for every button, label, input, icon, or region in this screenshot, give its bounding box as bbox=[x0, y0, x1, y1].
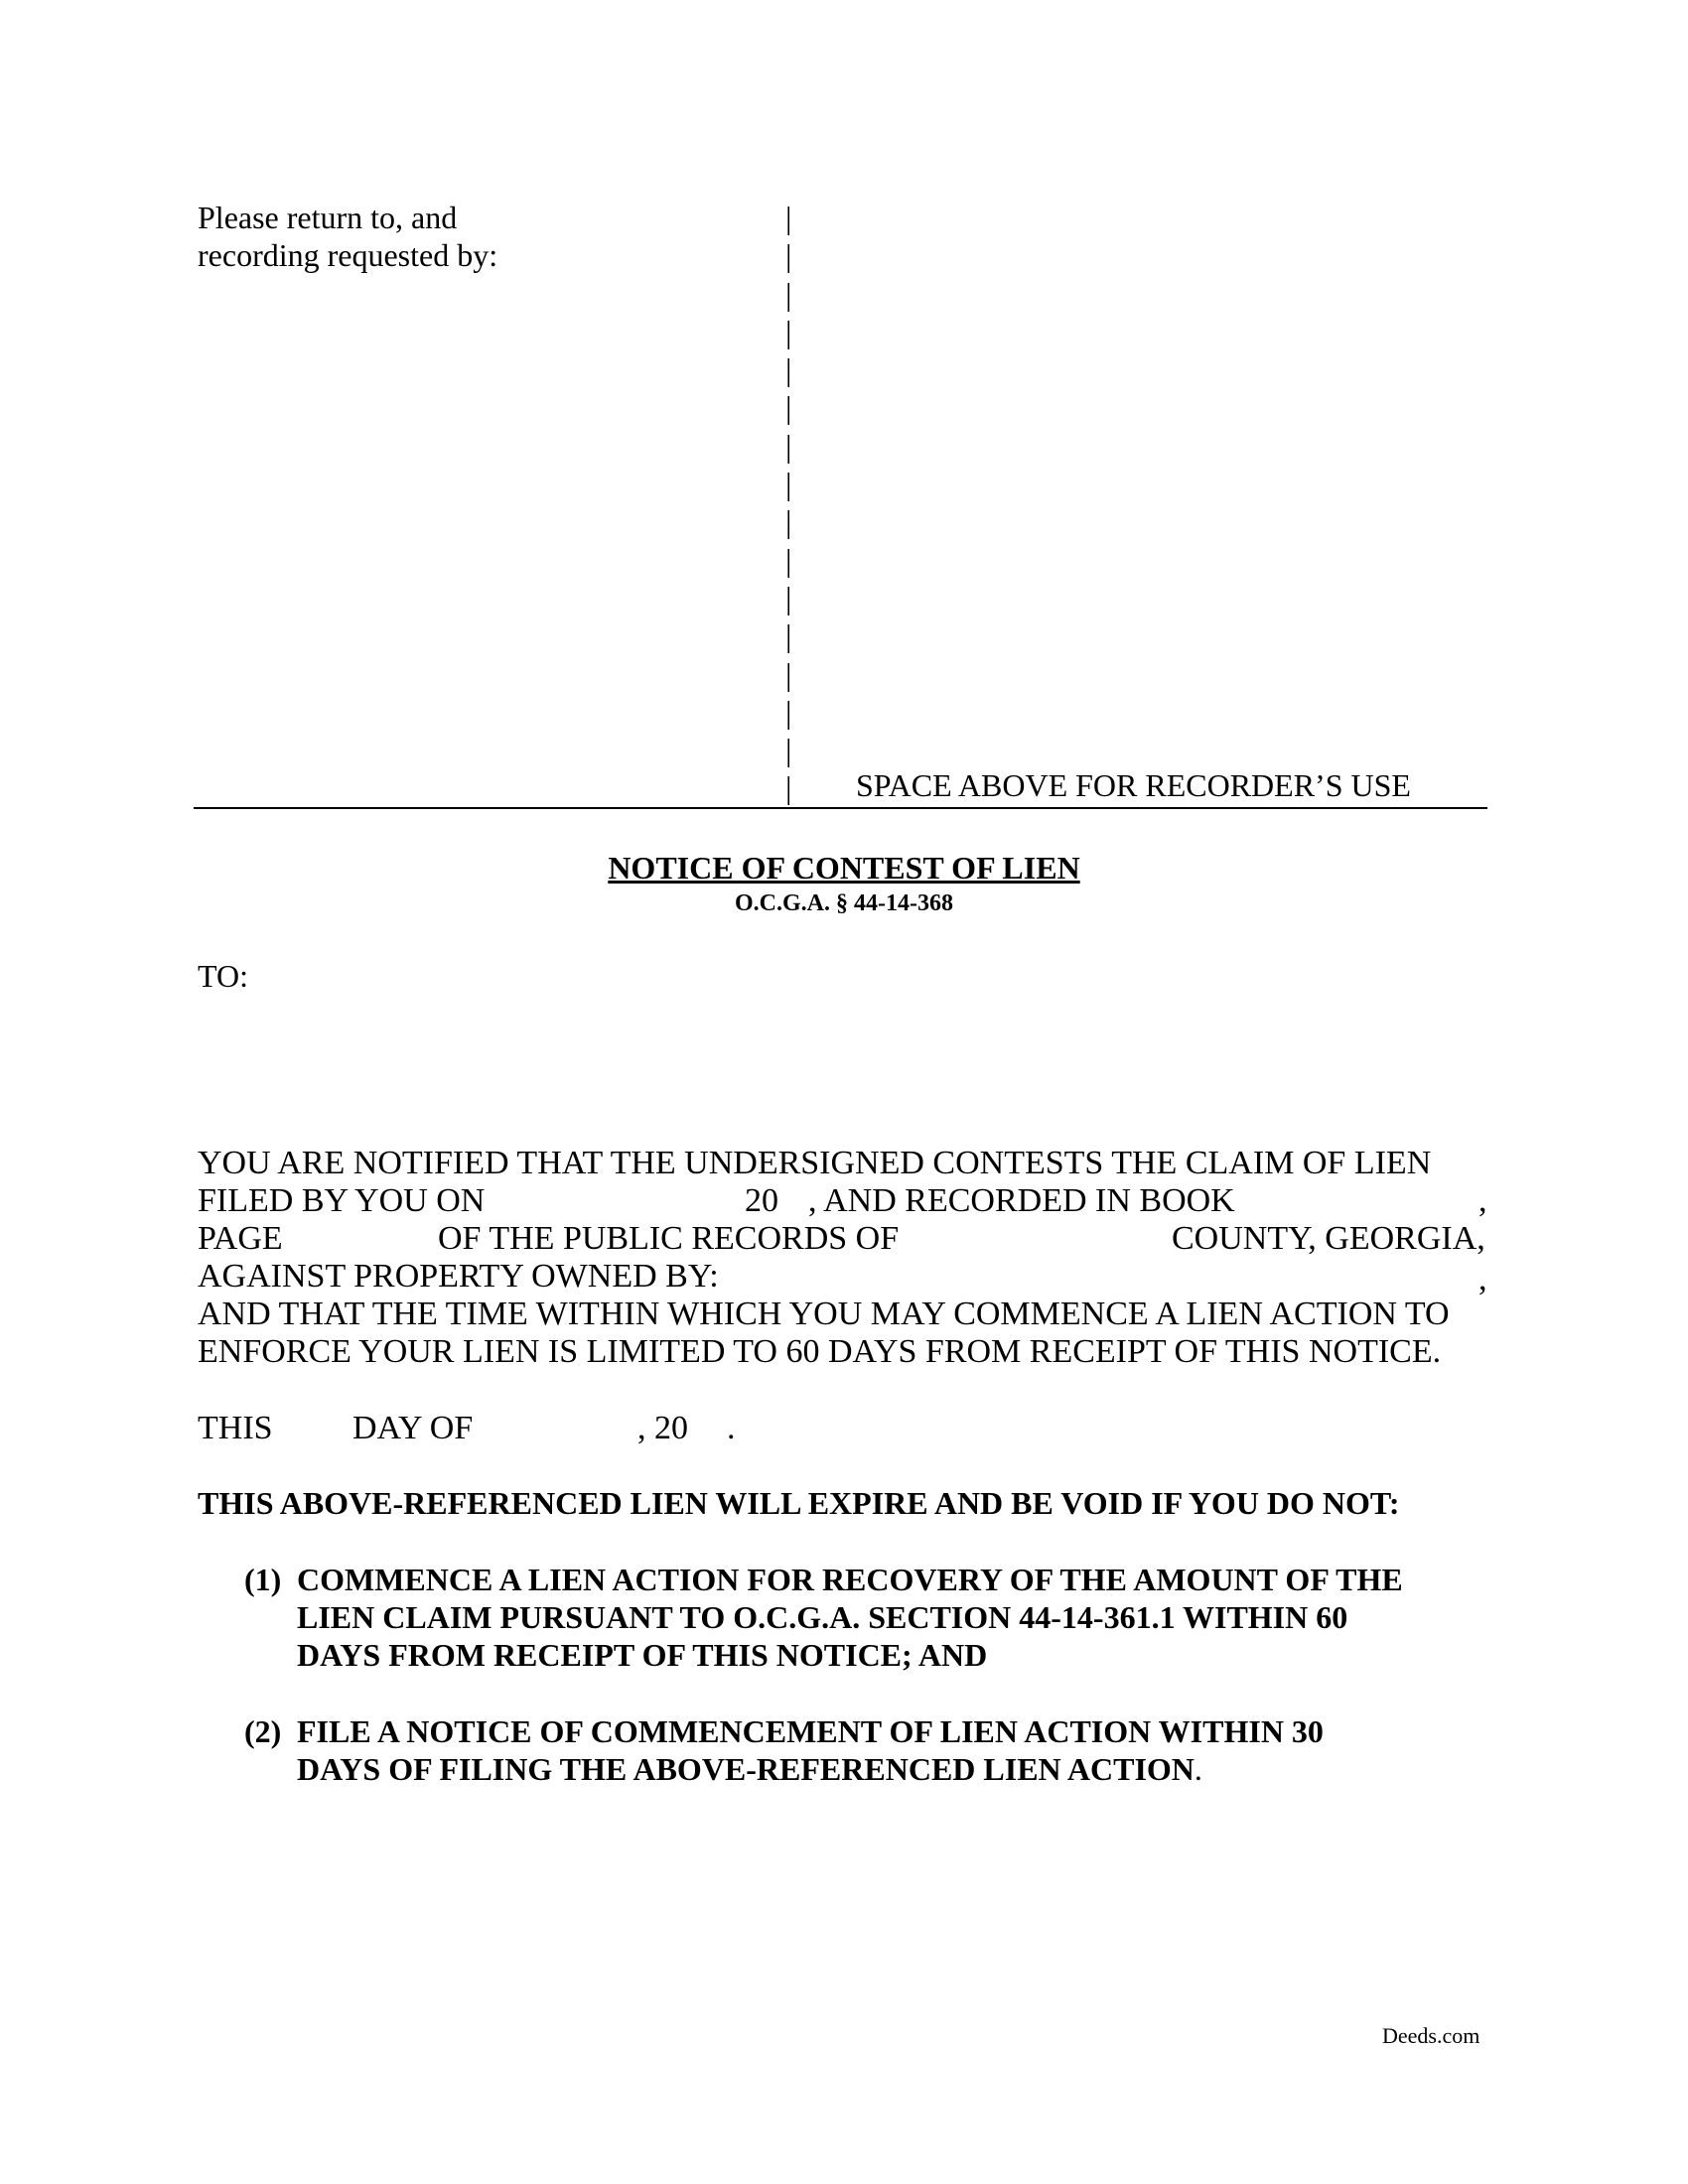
item-2-line-1: FILE A NOTICE OF COMMENCEMENT OF LIEN ACTION WITHIN 30 bbox=[297, 1713, 1324, 1749]
notice-filed-by: FILED BY YOU ON bbox=[198, 1182, 486, 1219]
notice-line-1: YOU ARE NOTIFIED THAT THE UNDERSIGNED CONTESTS THE CLAIM OF LIEN bbox=[198, 1145, 1432, 1181]
date-day-of: DAY OF bbox=[352, 1410, 474, 1446]
divider-glyph: | bbox=[785, 237, 792, 274]
divider-glyph: | bbox=[785, 466, 792, 502]
divider-glyph: | bbox=[785, 579, 792, 615]
divider-glyph: | bbox=[785, 389, 792, 426]
notice-county-georgia: COUNTY, GEORGIA, bbox=[1172, 1220, 1485, 1257]
date-year: , 20 bbox=[637, 1410, 688, 1446]
horizontal-rule bbox=[194, 807, 1487, 809]
notice-page-label: PAGE bbox=[198, 1220, 283, 1257]
to-label: TO: bbox=[198, 958, 248, 994]
item-1-line-3: DAYS FROM RECEIPT OF THIS NOTICE; AND bbox=[297, 1637, 988, 1673]
divider-glyph: | bbox=[785, 541, 792, 578]
divider-glyph: | bbox=[785, 693, 792, 730]
item-2-line-2-text: DAYS OF FILING THE ABOVE-REFERENCED LIEN ACTION bbox=[297, 1751, 1195, 1787]
item-2-line-2 bbox=[297, 1750, 1202, 1788]
divider-glyph: | bbox=[785, 351, 792, 388]
date-period: . bbox=[727, 1410, 736, 1446]
notice-comma: , bbox=[1478, 1182, 1487, 1219]
return-to-block bbox=[198, 199, 497, 274]
item-1-line-2: LIEN CLAIM PURSUANT TO O.C.G.A. SECTION 44-14-361.1 WITHIN 60 bbox=[297, 1599, 1348, 1635]
divider-glyph: | bbox=[785, 732, 792, 768]
notice-owned-by: AGAINST PROPERTY OWNED BY: bbox=[198, 1258, 719, 1295]
recorder-use-label: SPACE ABOVE FOR RECORDER’S USE bbox=[856, 767, 1411, 803]
item-1-line-1: COMMENCE A LIEN ACTION FOR RECOVERY OF THE AMOUNT OF THE bbox=[297, 1562, 1403, 1597]
divider-glyph: | bbox=[785, 427, 792, 464]
notice-line-5: AND THAT THE TIME WITHIN WHICH YOU MAY COMMENCE A LIEN ACTION TO bbox=[198, 1296, 1450, 1332]
date-this: THIS bbox=[198, 1410, 273, 1446]
notice-recorded-in-book: , AND RECORDED IN BOOK bbox=[808, 1182, 1235, 1219]
divider-glyph: | bbox=[785, 200, 792, 235]
footer-brand: Deeds.com bbox=[1382, 2023, 1480, 2048]
divider-glyph: | bbox=[785, 313, 792, 349]
divider-glyph: | bbox=[785, 275, 792, 312]
notice-public-records: OF THE PUBLIC RECORDS OF bbox=[438, 1220, 900, 1257]
vertical-divider bbox=[785, 199, 791, 807]
notice-year-prefix: 20 bbox=[745, 1182, 778, 1219]
return-line-2: recording requested by: bbox=[198, 237, 498, 273]
statute-reference: O.C.G.A. § 44-14-368 bbox=[735, 890, 953, 916]
notice-comma: , bbox=[1478, 1261, 1487, 1297]
divider-glyph: | bbox=[785, 503, 792, 540]
list-number-1: (1) bbox=[244, 1562, 282, 1597]
notice-line-6: ENFORCE YOUR LIEN IS LIMITED TO 60 DAYS FROM RECEIPT OF THIS NOTICE. bbox=[198, 1333, 1442, 1370]
document-title: NOTICE OF CONTEST OF LIEN bbox=[608, 850, 1080, 886]
divider-glyph: | bbox=[785, 617, 792, 654]
return-line-1: Please return to, and bbox=[198, 200, 458, 235]
divider-glyph: | bbox=[785, 655, 792, 692]
list-number-2: (2) bbox=[244, 1713, 282, 1749]
divider-glyph: | bbox=[785, 769, 792, 806]
item-2-period: . bbox=[1194, 1751, 1202, 1787]
warning-heading: THIS ABOVE-REFERENCED LIEN WILL EXPIRE AND BE VOID IF YOU DO NOT: bbox=[198, 1485, 1400, 1521]
